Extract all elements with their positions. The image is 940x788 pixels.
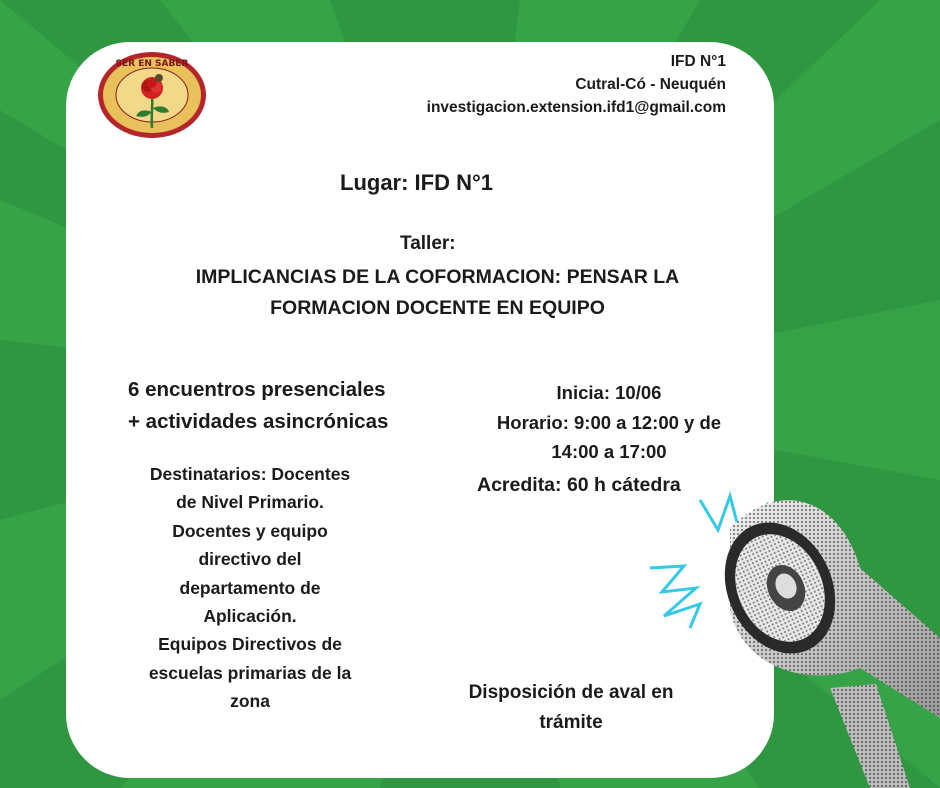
recipients-line: de Nivel Primario.	[176, 492, 324, 513]
start-date: Inicia: 10/06	[556, 382, 662, 403]
institution-name: IFD N°1	[670, 53, 726, 70]
meetings-info	[128, 374, 388, 438]
disposition-line: Disposición de aval en	[468, 682, 674, 703]
recipients-line: directivo del	[198, 549, 302, 570]
schedule-block	[468, 378, 750, 467]
disposition-line: trámite	[539, 712, 603, 733]
credits-info: Acredita: 60 h cátedra	[477, 474, 681, 496]
schedule-line: 14:00 a 17:00	[551, 441, 667, 462]
megaphone-icon	[640, 488, 940, 788]
recipients-line: Docentes y equipo	[172, 520, 328, 541]
contact-email[interactable]: investigacion.extension.ifd1@gmail.com	[426, 99, 726, 116]
event-place: Lugar: IFD N°1	[340, 170, 494, 195]
logo-motto: SER EN SABER	[115, 59, 189, 69]
recipients-line: escuelas primarias de la	[148, 662, 352, 683]
contact-block	[427, 50, 726, 119]
institution-logo	[96, 50, 208, 140]
recipients-line: Destinatarios: Docentes	[149, 464, 351, 484]
workshop-label: Taller:	[400, 233, 456, 254]
institution-location: Cutral-Có - Neuquén	[575, 76, 726, 93]
workshop-title-line: FORMACION DOCENTE EN EQUIPO	[270, 297, 605, 319]
recipients-line: departamento de	[179, 577, 321, 598]
meetings-line: + actividades asincrónicas	[128, 410, 389, 433]
workshop-title-line: IMPLICANCIAS DE LA COFORMACION: PENSAR LA	[195, 266, 680, 288]
recipients-line: zona	[230, 691, 270, 712]
meetings-line: 6 encuentros presenciales	[128, 378, 386, 401]
workshop-title	[150, 262, 725, 324]
recipients-line: Equipos Directivos de	[158, 634, 342, 655]
recipients-block	[118, 460, 382, 716]
schedule-line: Horario: 9:00 a 12:00 y de	[496, 411, 722, 433]
recipients-line: Aplicación.	[203, 606, 297, 627]
